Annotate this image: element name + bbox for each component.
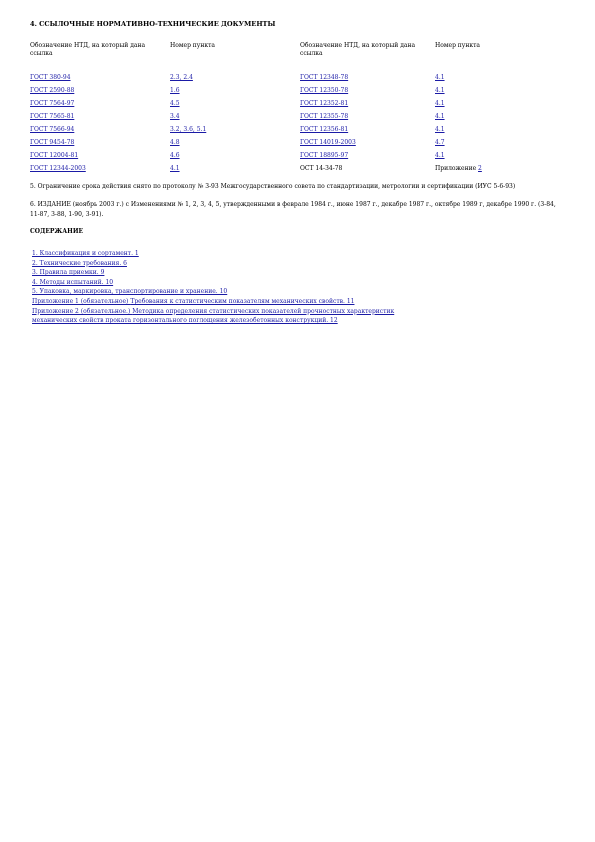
item-link[interactable]: 4.1 bbox=[435, 74, 445, 81]
item-link[interactable]: 4.1 bbox=[435, 126, 445, 133]
doc-link[interactable]: ГОСТ 7564-97 bbox=[30, 100, 75, 107]
ref-row bbox=[300, 111, 348, 123]
header-doc-left: Обозначение НТД, на который дана ссылка bbox=[30, 42, 146, 57]
references-table bbox=[30, 42, 565, 182]
ref-row bbox=[300, 163, 342, 175]
toc-link-1[interactable]: 1. Классификация и сортамент. 1 bbox=[32, 250, 139, 257]
doc-link[interactable]: ГОСТ 12004-81 bbox=[30, 152, 79, 159]
toc-link-3[interactable]: 3. Правила приемки. 9 bbox=[32, 269, 105, 277]
item-link[interactable]: 4.8 bbox=[170, 139, 180, 146]
ref-row bbox=[30, 98, 74, 110]
header-item-right: Номер пункта bbox=[435, 42, 480, 49]
toc-link-4[interactable]: 4. Методы испытаний. 10 bbox=[32, 278, 114, 286]
item-link[interactable]: 4.1 bbox=[435, 113, 445, 120]
toc-link-appendix-2[interactable]: Методика определения статистических показателей прочностных характеристик bbox=[132, 307, 395, 315]
ref-item-cell bbox=[435, 85, 445, 97]
doc-link[interactable]: ГОСТ 12348-78 bbox=[300, 74, 349, 81]
toc-link-appendix-1[interactable]: Требования к статистическим показателям механических свойств. 11 bbox=[130, 297, 355, 305]
item-link[interactable]: 4.1 bbox=[170, 165, 180, 172]
item-link[interactable]: 4.6 bbox=[170, 152, 180, 159]
toc-entry bbox=[32, 287, 565, 297]
ref-row bbox=[300, 98, 348, 110]
table-of-contents bbox=[32, 249, 565, 326]
paragraph-6: 6. ИЗДАНИЕ (ноябрь 2003 г.) с Изменениями № 1, 2, 3, 4, 5, утвержденными в феврале 1984 г., июне 1987 г., декабре 1987 г., октябре 1989 г, декабре 1990 г. (3-84, 11-87, 3-88, 1-90, 3-91). bbox=[30, 201, 556, 218]
doc-link[interactable]: ГОСТ 14019-2003 bbox=[300, 139, 356, 146]
section-title: 4. ССЫЛОЧНЫЕ НОРМАТИВНО-ТЕХНИЧЕСКИЕ ДОКУМЕНТЫ bbox=[30, 20, 276, 28]
toc-entry bbox=[32, 259, 565, 269]
toc-link-appendix-1-prefix[interactable]: Приложение 1 (обязательное) bbox=[32, 297, 131, 305]
ref-row bbox=[30, 163, 86, 175]
doc-link[interactable]: ГОСТ 380-94 bbox=[30, 74, 71, 81]
ref-item-cell bbox=[170, 111, 180, 123]
doc-link[interactable]: ГОСТ 12352-81 bbox=[300, 100, 349, 107]
doc-link[interactable]: ГОСТ 2590-88 bbox=[30, 87, 75, 94]
ref-item-cell bbox=[170, 72, 193, 84]
paragraph-5: 5. Ограничение срока действия снято по протоколу № 3-93 Межгосударственного совета по стандартизации, метрологии и сертификации (ИУС 5-6-93) bbox=[30, 183, 516, 190]
ref-row bbox=[30, 124, 74, 136]
ref-item-cell bbox=[435, 150, 445, 162]
ref-row bbox=[300, 124, 348, 136]
toc-entry bbox=[32, 278, 565, 288]
item-link[interactable]: 4.5 bbox=[170, 100, 180, 107]
doc-link[interactable]: ГОСТ 7565-81 bbox=[30, 113, 75, 120]
header-doc-right: Обозначение НТД, на который дана ссылка bbox=[300, 42, 416, 57]
item-link[interactable]: 3.2, 3.6, 5.1 bbox=[170, 126, 207, 133]
ref-row bbox=[300, 150, 348, 162]
item-link[interactable]: 4.7 bbox=[435, 139, 445, 146]
ref-item-cell bbox=[170, 163, 180, 175]
doc-link[interactable]: ГОСТ 12356-81 bbox=[300, 126, 349, 133]
doc-text: ОСТ 14-34-78 bbox=[300, 165, 343, 172]
item-link[interactable]: 2.3, 2.4 bbox=[170, 74, 193, 81]
ref-item-cell bbox=[435, 124, 445, 136]
item-link[interactable]: 4.1 bbox=[435, 100, 445, 107]
ref-item-cell bbox=[170, 150, 180, 162]
doc-link[interactable]: ГОСТ 12355-78 bbox=[300, 113, 349, 120]
toc-link-5[interactable]: 5. Упаковка, маркировка, транспортирование и хранение. 10 bbox=[32, 288, 228, 296]
ref-row bbox=[30, 150, 78, 162]
toc-entry bbox=[32, 268, 565, 278]
toc-entry bbox=[32, 307, 565, 317]
ref-item-cell bbox=[435, 98, 445, 110]
doc-link[interactable]: ГОСТ 18895-97 bbox=[300, 152, 349, 159]
ref-row bbox=[300, 72, 348, 84]
ref-item-cell bbox=[170, 124, 206, 136]
ref-row bbox=[30, 137, 74, 149]
ref-row bbox=[300, 85, 348, 97]
document-page bbox=[30, 20, 565, 326]
item-link[interactable]: 2 bbox=[478, 165, 482, 172]
item-link[interactable]: 1.6 bbox=[170, 87, 180, 94]
item-link[interactable]: 4.1 bbox=[435, 152, 445, 159]
ref-row bbox=[30, 111, 74, 123]
doc-link[interactable]: ГОСТ 9454-78 bbox=[30, 139, 75, 146]
ref-item-cell bbox=[170, 137, 180, 149]
ref-item-cell bbox=[435, 111, 445, 123]
toc-entry bbox=[32, 297, 565, 307]
toc-entry bbox=[32, 249, 565, 259]
ref-item-cell bbox=[170, 85, 180, 97]
ref-row bbox=[300, 137, 356, 149]
header-item-left: Номер пункта bbox=[170, 42, 215, 49]
toc-link-appendix-2-cont[interactable]: механических свойств проката горизонтального поглощения железобетонных конструкций. 12 bbox=[32, 317, 338, 325]
item-link[interactable]: 4.1 bbox=[435, 87, 445, 94]
toc-link-appendix-2-prefix[interactable]: Приложение 2 (обязательное.) bbox=[32, 307, 133, 315]
doc-link[interactable]: ГОСТ 12350-78 bbox=[300, 87, 349, 94]
toc-title: СОДЕРЖАНИЕ bbox=[30, 228, 84, 235]
ref-row bbox=[30, 72, 71, 84]
item-link[interactable]: 3.4 bbox=[170, 113, 180, 120]
ref-item-cell bbox=[435, 163, 482, 175]
toc-entry-continuation bbox=[32, 316, 565, 326]
ref-item-cell bbox=[435, 72, 445, 84]
ref-item-cell bbox=[435, 137, 445, 149]
doc-link[interactable]: ГОСТ 12344-2003 bbox=[30, 165, 86, 172]
doc-link[interactable]: ГОСТ 7566-94 bbox=[30, 126, 75, 133]
ref-row bbox=[30, 85, 74, 97]
appendix-prefix: Приложение bbox=[435, 165, 479, 172]
toc-link-2[interactable]: 2. Технические требования. 6 bbox=[32, 259, 127, 267]
ref-item-cell bbox=[170, 98, 180, 110]
